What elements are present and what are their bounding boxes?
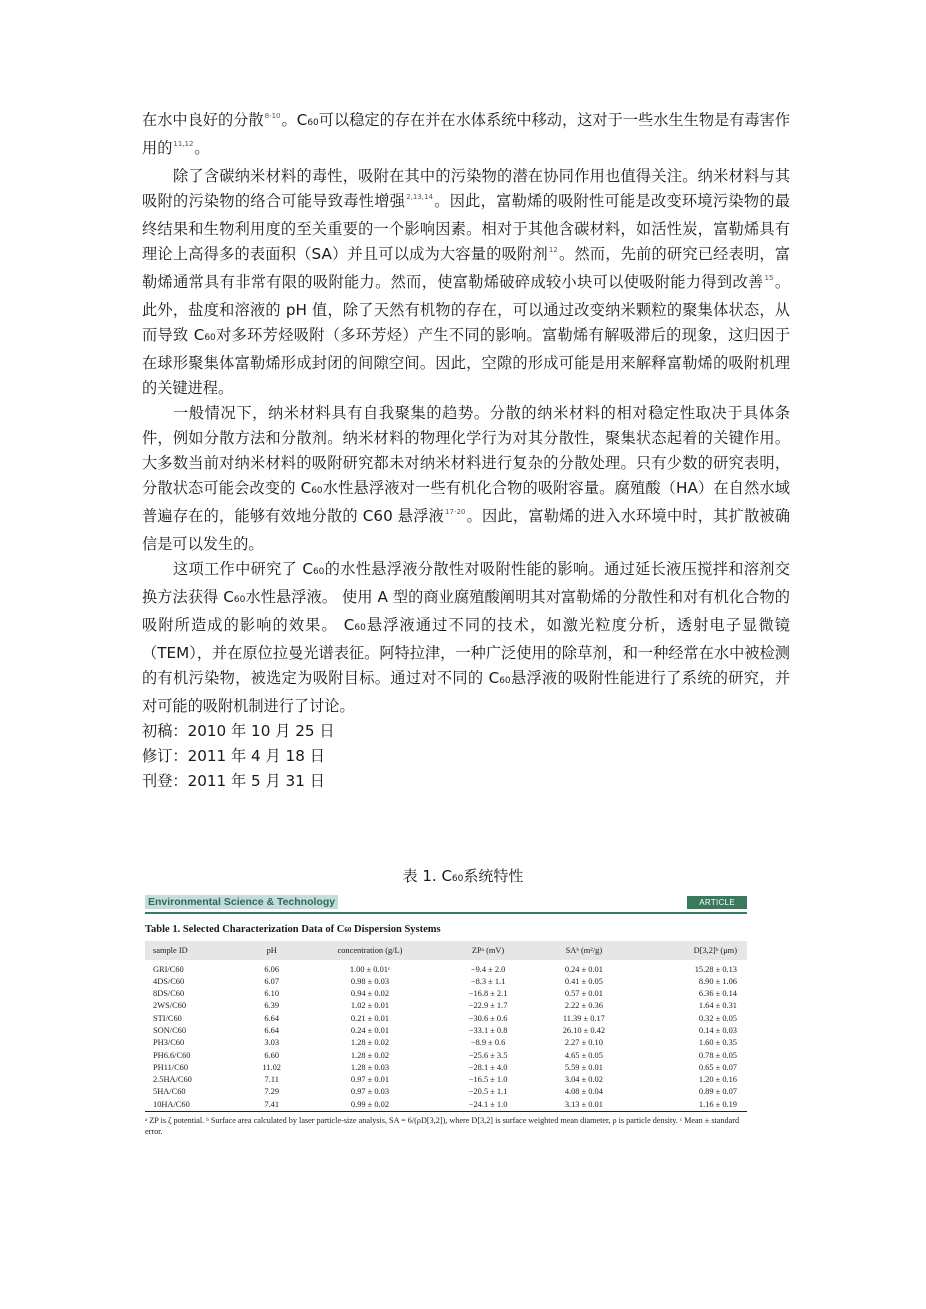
table-cell: 6.60 [264, 1050, 280, 1060]
table-cell: 7.11 [264, 1075, 279, 1085]
table-cell: 6.39 [264, 1001, 280, 1011]
table-cell: −9.4 ± 2.0 [470, 964, 506, 974]
table-row [145, 988, 747, 1000]
table-cell: 6.64 [264, 1025, 280, 1035]
table-title: Table 1. Selected Characterization Data of C60 Dispersion Systems [145, 923, 441, 935]
table-cell: GRI/C60 [153, 964, 184, 974]
col-sa: SAᵇ (m²/g) [534, 941, 633, 960]
table-cell: 11.02 [262, 1062, 281, 1072]
table-cell: 6.36 ± 0.14 [698, 989, 737, 999]
history-dates [142, 719, 790, 794]
table-cell: 2.27 ± 0.10 [564, 1038, 603, 1048]
table-row [145, 1013, 747, 1025]
table-cell: 7.41 [264, 1099, 280, 1109]
table-cell: −33.1 ± 0.8 [468, 1025, 508, 1035]
table-cell: PH11/C60 [153, 1062, 189, 1072]
table-cell: 4DS/C60 [153, 976, 185, 986]
table-cell: −24.1 ± 1.0 [468, 1099, 508, 1109]
table-cell: 0.32 ± 0.05 [698, 1013, 737, 1023]
published-date: 刊登：2011 年 5 月 31 日 [142, 772, 325, 790]
table-cell: −30.6 ± 0.6 [468, 1013, 508, 1023]
table-cell: 0.97 ± 0.01 [350, 1075, 390, 1085]
table-cell: 0.89 ± 0.07 [698, 1087, 737, 1097]
document-body [142, 108, 790, 794]
table-cell: 4.08 ± 0.04 [564, 1087, 603, 1097]
table-row [145, 1074, 747, 1086]
table-cell: 0.24 ± 0.01 [350, 1025, 390, 1035]
col-zp: ZPᵃ (mV) [442, 941, 534, 960]
table-cell: 0.57 ± 0.01 [564, 989, 603, 999]
table-cell: 0.78 ± 0.05 [698, 1050, 737, 1060]
table-cell: −16.8 ± 2.1 [468, 989, 508, 999]
table-cell: 0.65 ± 0.07 [698, 1062, 737, 1072]
table-cell: 8DS/C60 [153, 989, 185, 999]
table-cell: 1.28 ± 0.02 [350, 1038, 390, 1048]
table-cell: 3.04 ± 0.02 [564, 1075, 603, 1085]
received-date: 初稿：2010 年 10 月 25 日 [142, 722, 335, 740]
table-cell: 1.64 ± 0.31 [698, 1001, 737, 1011]
table-cell: PH3/C60 [153, 1038, 185, 1048]
table-cell: 0.41 ± 0.05 [564, 976, 603, 986]
table-header-row [145, 941, 747, 960]
table-cell: 0.97 ± 0.03 [350, 1087, 390, 1097]
col-ph: pH [246, 941, 298, 960]
table-cell: 1.28 ± 0.02 [350, 1050, 390, 1060]
table-cell: 2WS/C60 [153, 1001, 187, 1011]
table-cell: 1.16 ± 0.19 [698, 1099, 737, 1109]
header-rule [145, 912, 747, 914]
table-cell: 3.03 [264, 1038, 280, 1048]
table-body [145, 960, 747, 1112]
table-cell: −16.5 ± 1.0 [468, 1075, 508, 1085]
table-cell: 1.02 ± 0.01 [350, 1001, 390, 1011]
paragraph-3: 一般情况下，纳米材料具有自我聚集的趋势。分散的纳米材料的相对稳定性取决于具体条件，例如分散方法和分散剂。纳米材料的物理化学行为对其分散性，聚集状态起着的关键作用。大多数当前对纳米材料的吸附研究都未对纳米材料进行复杂的分散处理。只有少数的研究表明，分散状态可能会改变的 C60水性悬浮液对一些有机化合物的吸附容量。腐殖酸（HA）在自然水域普遍存在的，能够有效地分散的 C60 悬浮液$^{17-20}$。因此，富勒烯的进入水环境中时，其扩散被确信是可以发生的。 [142, 404, 791, 553]
table-cell: 8.90 ± 1.06 [698, 976, 737, 986]
table-cell: 0.98 ± 0.03 [350, 976, 390, 986]
table-row [145, 1062, 747, 1074]
table-cell: 5.59 ± 0.01 [564, 1062, 603, 1072]
table-cell: 0.14 ± 0.03 [698, 1025, 737, 1035]
characterization-table [145, 941, 747, 1113]
table-cell: −20.5 ± 1.1 [468, 1087, 508, 1097]
table-cell: 6.06 [264, 964, 280, 974]
table-cell: 1.28 ± 0.03 [350, 1062, 390, 1072]
col-d32: D[3,2]ᵇ (μm) [634, 941, 747, 960]
table-cell: 1.60 ± 0.35 [698, 1038, 737, 1048]
revised-date: 修订：2011 年 4 月 18 日 [142, 747, 325, 765]
table-cell: 2.22 ± 0.36 [564, 1001, 603, 1011]
table-row [145, 1086, 747, 1098]
table-cell: 7.29 [264, 1087, 280, 1097]
table-cell: −22.9 ± 1.7 [468, 1001, 508, 1011]
table-cell: 0.99 ± 0.02 [350, 1099, 390, 1109]
table-row [145, 960, 747, 976]
table-row [145, 1037, 747, 1049]
paragraph-4: 这项工作中研究了 C60的水性悬浮液分散性对吸附性能的影响。通过延长液压搅拌和溶剂交换方法获得 C60水性悬浮液。 使用 A 型的商业腐殖酸阐明其对富勒烯的分散性和对有机化合物的吸附所造成的影响的效果。 C60悬浮液通过不同的技术，如激光粒度分析，透射电子显微镜（TEM），并在原位拉曼光谱表征。阿特拉津，一种广泛使用的除草剂，和一种经常在水中被检测的有机污染物，被选定为吸附目标。通过对不同的 C60悬浮液的吸附性能进行了系统的研究，并对可能的吸附机制进行了讨论。 [142, 560, 791, 715]
table-footnote: ᵃ ZP is ζ potential. ᵇ Surface area calculated by laser particle-size analysis, SA = 6/(ρD[3,2]), where D[3,2] is surface weighted mean diameter, ρ is particle density. ᶜ Mean ± standard error. [145, 1116, 740, 1137]
table-row [145, 1025, 747, 1037]
table-figure [145, 893, 747, 1137]
table-row [145, 1000, 747, 1012]
table-cell: PH6.6/C60 [153, 1050, 191, 1060]
table-cell: STI/C60 [153, 1013, 182, 1023]
table-cell: −25.6 ± 3.5 [468, 1050, 508, 1060]
table-cell: 26.10 ± 0.42 [562, 1025, 606, 1035]
col-concentration: concentration (g/L) [298, 941, 442, 960]
journal-name: Environmental Science & Technology [145, 895, 338, 909]
table-caption: 表 1. C60系统特性 [402, 867, 524, 885]
paragraph-2: 除了含碳纳米材料的毒性，吸附在其中的污染物的潜在协同作用也值得关注。纳米材料与其吸附的污染物的络合可能导致毒性增强$^{2,13,14}$。因此，富勒烯的吸附性可能是改变环境污染物的最终结果和生物利用度的至关重要的一个影响因素。相对于其他含碳材料，如活性炭，富勒烯具有理论上高得多的表面积（SA）并且可以成为大容量的吸附剂$^{12}$。然而，先前的研究已经表明，富勒烯通常具有非常有限的吸附能力。然而，使富勒烯破碎成较小块可以使吸附能力得到改善$^{15}$。此外，盐度和溶液的 pH 值，除了天然有机物的存在，可以通过改变纳米颗粒的聚集体状态，从而导致 C60对多环芳烃吸附（多环芳烃）产生不同的影响。富勒烯有解吸滞后的现象，这归因于在球形聚集体富勒烯形成封闭的间隙空间。因此，空隙的形成可能是用来解释富勒烯的吸附机理的关键进程。 [142, 167, 791, 397]
table-cell: 6.10 [264, 989, 280, 999]
table-row [145, 1050, 747, 1062]
table-cell: 0.24 ± 0.01 [564, 964, 603, 974]
article-tag: ARTICLE [687, 896, 747, 909]
table-cell: 15.28 ± 0.13 [694, 964, 737, 974]
table-cell: −8.3 ± 1.1 [470, 976, 506, 986]
table-row [145, 1099, 747, 1112]
table-cell: 6.07 [264, 976, 280, 986]
table-cell: 0.94 ± 0.02 [350, 989, 390, 999]
table-cell: −28.1 ± 4.0 [468, 1062, 508, 1072]
table-cell: 0.21 ± 0.01 [350, 1013, 390, 1023]
table-cell: 1.00 ± 0.01ᶜ [349, 964, 391, 974]
col-sample-id: sample ID [145, 941, 246, 960]
table-cell: −8.9 ± 0.6 [470, 1038, 506, 1048]
table-cell: 10HA/C60 [153, 1099, 190, 1109]
paragraph-1: 在水中良好的分散$^{8-10}$。C60可以稳定的存在并在水体系统中移动，这对于一些水生生物是有毒害作用的$^{11,12}$。 [142, 111, 791, 157]
table-cell: 1.20 ± 0.16 [698, 1075, 737, 1085]
table-cell: 5HA/C60 [153, 1087, 186, 1097]
table-cell: 2.5HA/C60 [153, 1075, 192, 1085]
table-cell: 3.13 ± 0.01 [564, 1099, 603, 1109]
journal-header [145, 893, 747, 911]
table-row [145, 976, 747, 988]
table-cell: 4.65 ± 0.05 [564, 1050, 603, 1060]
table-cell: SON/C60 [153, 1025, 187, 1035]
table-cell: 6.64 [264, 1013, 280, 1023]
table-cell: 11.39 ± 0.17 [562, 1013, 605, 1023]
